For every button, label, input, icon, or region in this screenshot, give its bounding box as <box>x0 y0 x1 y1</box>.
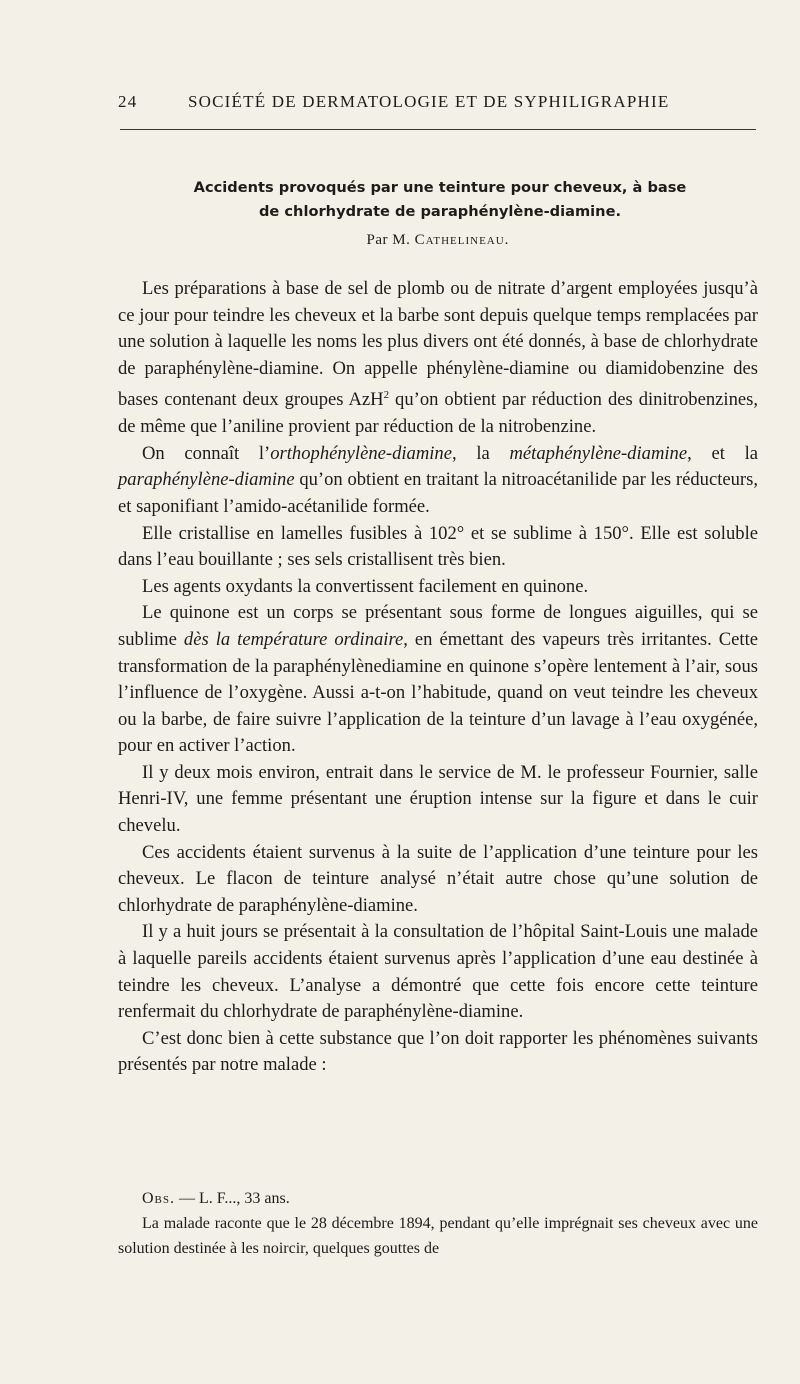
observation-section <box>118 1186 758 1261</box>
p5-a: Le quinone est un corps se présentant sous forme de longues aiguilles, qui se sublime <box>118 602 758 650</box>
byline-author: Cathelineau. <box>414 232 510 248</box>
page-header <box>118 92 758 118</box>
observation-heading-text: — L. F..., 33 ans. <box>175 1190 290 1207</box>
byline <box>120 232 756 249</box>
p2-italic-3: paraphénylène-diamine <box>118 469 295 491</box>
byline-prefix: Par M. <box>366 232 411 248</box>
p1-text: Les préparations à base de sel de plomb ou de nitrate d’argent employées jusqu’à ce jour pour teindre les cheveux et la barbe sont depuis quelque temps remplacées par une solution à laquelle les noms les plus divers ont été donnés, à base de chlorhydrate de paraphénylène-diamine. On appelle phénylène-diamine ou diamidobenzine des bases contenant deux groupes AzH <box>118 278 758 411</box>
p1-text-end: qu’on obtient par réduction des dinitrobenzines, de même que l’aniline provient par réduction de la nitrobenzine. <box>118 389 759 438</box>
paragraph-3: Elle cristallise en lamelles fusibles à 102° et se sublime à 150°. Elle est soluble dans l’eau bouillante ; ses sels cristallisent très bien. <box>118 522 758 571</box>
title-line-2: de chlorhydrate de paraphénylène-diamine. <box>258 203 622 220</box>
paragraph-5 <box>118 600 758 760</box>
observation-paragraph-1: La malade raconte que le 28 décembre 1894, pendant qu’elle imprégnait ses cheveux avec une solution destinée à les noircir, quelques gouttes de <box>118 1215 758 1257</box>
paragraph-9: C’est donc bien à cette substance que l’on doit rapporter les phénomènes suivants présentés par notre malade : <box>118 1027 758 1076</box>
observation-heading <box>118 1186 758 1211</box>
title-line-1: Accidents provoqués par une teinture pour cheveux, à base <box>193 179 687 196</box>
paragraph-1 <box>118 276 758 441</box>
article-body <box>118 276 758 1079</box>
p2-d: qu’on obtient en traitant la nitroacétanilide par les réducteurs, et saponifiant l’amido-acétanilide formée. <box>118 469 758 517</box>
p5-b: , en émettant des vapeurs très irritantes. Cette transformation de la paraphénylènediamine en quinone s’opère lentement à l’air, sous l’influence de l’oxygène. Aussi a-t-on l’habitude, quand on veut teindre les cheveux ou la barbe, de faire suivre l’application de la teinture d’un lavage à l’eau oxygénée, pour en activer l’action. <box>118 628 759 757</box>
paragraph-6: Il y deux mois environ, entrait dans le service de M. le professeur Fournier, salle Henri-IV, une femme présentant une éruption intense sur la figure et dans le cuir chevelu. <box>118 761 758 837</box>
observation-label: Obs. <box>142 1190 176 1207</box>
p5-italic: dès la température ordinaire <box>183 628 404 650</box>
p2-b: , la <box>452 442 510 464</box>
header-rule <box>120 129 756 130</box>
paragraph-7: Ces accidents étaient survenus à la suite de l’application d’une teinture pour les cheveux. Le flacon de teinture analysé n’était autre chose qu’une solution de chlorhydrate de paraphénylène-diamine. <box>118 841 758 916</box>
p2-italic-2: métaphénylène-diamine <box>509 442 688 464</box>
p1-superscript: 2 <box>383 389 390 402</box>
page-number: 24 <box>118 92 138 111</box>
running-head: SOCIÉTÉ DE DERMATOLOGIE ET DE SYPHILIGRAPHIE <box>188 92 670 111</box>
p2-italic-1: orthophénylène-diamine <box>270 442 452 464</box>
article-title <box>150 176 730 224</box>
paragraph-2 <box>118 441 758 521</box>
paragraph-4: Les agents oxydants la convertissent facilement en quinone. <box>142 575 589 597</box>
paragraph-8: Il y a huit jours se présentait à la consultation de l’hôpital Saint-Louis une malade à laquelle pareils accidents étaient survenus après l’application d’une eau destinée à teindre les cheveux. L’analyse a démontré que cette fois encore cette teinture renfermait du chlorhydrate de paraphénylène-diamine. <box>118 921 758 1023</box>
p2-a: On connaît l’ <box>142 442 271 464</box>
p2-c: , et la <box>687 442 758 464</box>
